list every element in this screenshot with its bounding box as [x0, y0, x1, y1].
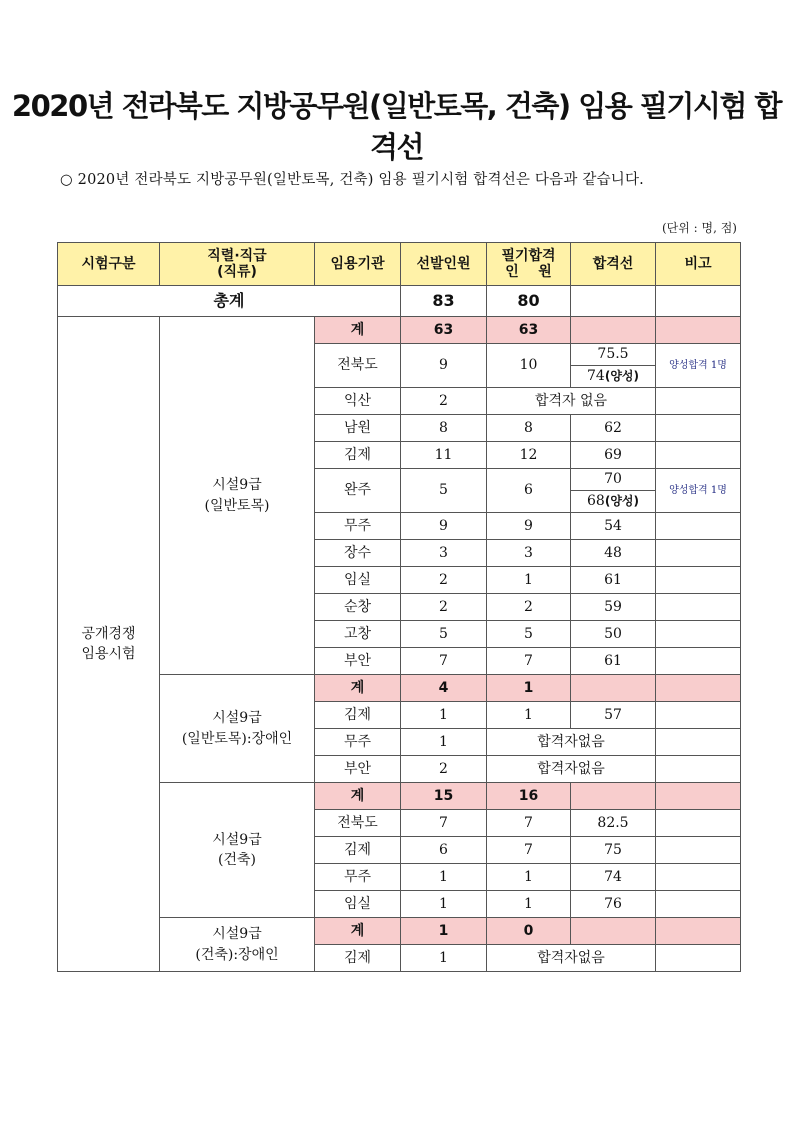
subtotal-passed: 1	[487, 675, 571, 702]
subtotal-row	[58, 317, 741, 344]
selected-cell: 8	[401, 415, 487, 442]
cutoff-cell: 82.5	[571, 810, 656, 837]
passed-cell: 7	[487, 837, 571, 864]
unit-label: (단위 : 명, 점)	[661, 221, 737, 235]
selected-cell: 5	[401, 621, 487, 648]
passed-cell: 5	[487, 621, 571, 648]
subtotal-passed: 63	[487, 317, 571, 344]
subtotal-remarks	[656, 317, 741, 344]
passed-cell: 7	[487, 810, 571, 837]
subtotal-row	[58, 675, 741, 702]
cutoff-cell: 61	[571, 567, 656, 594]
remarks-cell	[656, 864, 741, 891]
subtotal-remarks	[656, 783, 741, 810]
selected-cell: 2	[401, 594, 487, 621]
subtotal-label: 계	[315, 918, 401, 945]
selected-cell: 1	[401, 945, 487, 972]
passed-cell: 7	[487, 648, 571, 675]
selected-cell: 1	[401, 702, 487, 729]
cutoff-cell: 48	[571, 540, 656, 567]
passed-cell: 8	[487, 415, 571, 442]
remarks-cell	[656, 648, 741, 675]
position-line2: (일반토목)	[204, 497, 270, 514]
passed-cell: 2	[487, 594, 571, 621]
subtotal-selected: 4	[401, 675, 487, 702]
exam-type-line1: 공개경쟁	[81, 625, 136, 642]
exam-type-cell	[58, 317, 160, 972]
position-cell	[160, 675, 315, 783]
header-cutoff: 합격선	[571, 243, 656, 286]
position-cell	[160, 317, 315, 675]
agency-cell: 김제	[315, 837, 401, 864]
subtotal-cutoff	[571, 317, 656, 344]
passed-cell: 1	[487, 864, 571, 891]
selected-cell: 2	[401, 567, 487, 594]
cutoff-cell-secondary	[571, 366, 656, 388]
cutoff-cell: 75	[571, 837, 656, 864]
remarks-cell	[656, 837, 741, 864]
cutoff-secondary-tag: (양성)	[604, 369, 639, 384]
header-grade	[160, 243, 315, 286]
header-row	[58, 243, 741, 286]
position-cell	[160, 783, 315, 918]
selected-cell: 9	[401, 344, 487, 388]
cutoff-cell: 59	[571, 594, 656, 621]
cutoff-cell: 70	[571, 469, 656, 491]
position-line2: (일반토목):장애인	[181, 730, 293, 747]
subtotal-selected: 1	[401, 918, 487, 945]
header-passed-line1: 필기합격	[501, 247, 556, 264]
header-agency: 임용기관	[315, 243, 401, 286]
remarks-cell	[656, 621, 741, 648]
remarks-cell: 양성합격 1명	[656, 344, 741, 388]
cutoff-cell: 62	[571, 415, 656, 442]
total-row	[58, 286, 741, 317]
subtotal-passed: 16	[487, 783, 571, 810]
agency-cell: 전북도	[315, 344, 401, 388]
subtotal-label: 계	[315, 675, 401, 702]
position-line1: 시설9급	[212, 477, 262, 494]
cutoff-cell: 74	[571, 864, 656, 891]
selected-cell: 9	[401, 513, 487, 540]
selected-cell: 7	[401, 648, 487, 675]
passed-cell: 3	[487, 540, 571, 567]
agency-cell: 순창	[315, 594, 401, 621]
cutoff-cell: 50	[571, 621, 656, 648]
agency-cell: 장수	[315, 540, 401, 567]
no-pass-cell: 합격자없음	[487, 945, 656, 972]
remarks-cell	[656, 567, 741, 594]
agency-cell: 임실	[315, 891, 401, 918]
remarks-cell	[656, 702, 741, 729]
position-line1: 시설9급	[212, 710, 262, 727]
passed-cell: 6	[487, 469, 571, 513]
passed-cell: 1	[487, 702, 571, 729]
agency-cell: 전북도	[315, 810, 401, 837]
selected-cell: 1	[401, 864, 487, 891]
cutoff-cell-secondary	[571, 491, 656, 513]
selected-cell: 1	[401, 891, 487, 918]
position-cell	[160, 918, 315, 972]
agency-cell: 김제	[315, 945, 401, 972]
agency-cell: 김제	[315, 702, 401, 729]
subtotal-passed: 0	[487, 918, 571, 945]
passed-cell: 12	[487, 442, 571, 469]
agency-cell: 익산	[315, 388, 401, 415]
subtotal-selected: 15	[401, 783, 487, 810]
remarks-cell	[656, 513, 741, 540]
position-line2: (건축):장애인	[195, 946, 279, 963]
remarks-cell	[656, 594, 741, 621]
selected-cell: 3	[401, 540, 487, 567]
position-line1: 시설9급	[212, 831, 262, 848]
cutoff-cell: 54	[571, 513, 656, 540]
agency-cell: 부안	[315, 756, 401, 783]
passed-cell: 9	[487, 513, 571, 540]
subtotal-cutoff	[571, 918, 656, 945]
no-pass-cell: 합격자 없음	[487, 388, 656, 415]
header-remarks: 비고	[656, 243, 741, 286]
selected-cell: 6	[401, 837, 487, 864]
agency-cell: 무주	[315, 729, 401, 756]
cutoff-cell: 69	[571, 442, 656, 469]
subtotal-label: 계	[315, 317, 401, 344]
remarks-cell	[656, 540, 741, 567]
remarks-cell	[656, 729, 741, 756]
subtotal-remarks	[656, 918, 741, 945]
header-grade-line1: 직렬·직급	[207, 247, 267, 264]
selected-cell: 2	[401, 756, 487, 783]
results-table	[57, 242, 741, 972]
selected-cell: 7	[401, 810, 487, 837]
agency-cell: 임실	[315, 567, 401, 594]
subtotal-row	[58, 918, 741, 945]
total-label: 총계	[58, 286, 401, 317]
total-remarks	[656, 286, 741, 317]
agency-cell: 완주	[315, 469, 401, 513]
position-line1: 시설9급	[212, 926, 262, 943]
total-selected: 83	[401, 286, 487, 317]
header-grade-line2: (직류)	[217, 264, 257, 280]
agency-cell: 무주	[315, 513, 401, 540]
subtotal-cutoff	[571, 675, 656, 702]
total-passed: 80	[487, 286, 571, 317]
agency-cell: 남원	[315, 415, 401, 442]
no-pass-cell: 합격자없음	[487, 756, 656, 783]
cutoff-cell: 75.5	[571, 344, 656, 366]
total-cutoff	[571, 286, 656, 317]
cutoff-cell: 57	[571, 702, 656, 729]
exam-type-line2: 임용시험	[81, 646, 136, 662]
passed-cell: 10	[487, 344, 571, 388]
header-passed-line2: 인 원	[505, 264, 552, 280]
remarks-cell	[656, 415, 741, 442]
remarks-cell	[656, 945, 741, 972]
subtotal-remarks	[656, 675, 741, 702]
header-passed	[487, 243, 571, 286]
header-exam-type: 시험구분	[58, 243, 160, 286]
cutoff-cell: 76	[571, 891, 656, 918]
cutoff-cell: 61	[571, 648, 656, 675]
subtotal-row	[58, 783, 741, 810]
cutoff-secondary-tag: (양성)	[604, 494, 639, 509]
agency-cell: 김제	[315, 442, 401, 469]
subtotal-cutoff	[571, 783, 656, 810]
remarks-cell	[656, 891, 741, 918]
cutoff-secondary-value: 68	[587, 493, 605, 510]
remarks-cell: 양성합격 1명	[656, 469, 741, 513]
cutoff-secondary-value: 74	[587, 368, 605, 385]
remarks-cell	[656, 442, 741, 469]
remarks-cell	[656, 756, 741, 783]
selected-cell: 11	[401, 442, 487, 469]
subtotal-selected: 63	[401, 317, 487, 344]
passed-cell: 1	[487, 891, 571, 918]
no-pass-cell: 합격자없음	[487, 729, 656, 756]
header-selected: 선발인원	[401, 243, 487, 286]
page-title: 2020년 전라북도 지방공무원(일반토목, 건축) 임용 필기시험 합격선	[11, 89, 782, 164]
subtotal-label: 계	[315, 783, 401, 810]
passed-cell: 1	[487, 567, 571, 594]
intro-text: ○ 2020년 전라북도 지방공무원(일반토목, 건축) 임용 필기시험 합격선은 다음과 같습니다.	[60, 172, 644, 188]
position-line2: (건축)	[218, 852, 256, 868]
selected-cell: 2	[401, 388, 487, 415]
agency-cell: 무주	[315, 864, 401, 891]
selected-cell: 1	[401, 729, 487, 756]
agency-cell: 부안	[315, 648, 401, 675]
remarks-cell	[656, 810, 741, 837]
selected-cell: 5	[401, 469, 487, 513]
agency-cell: 고창	[315, 621, 401, 648]
remarks-cell	[656, 388, 741, 415]
